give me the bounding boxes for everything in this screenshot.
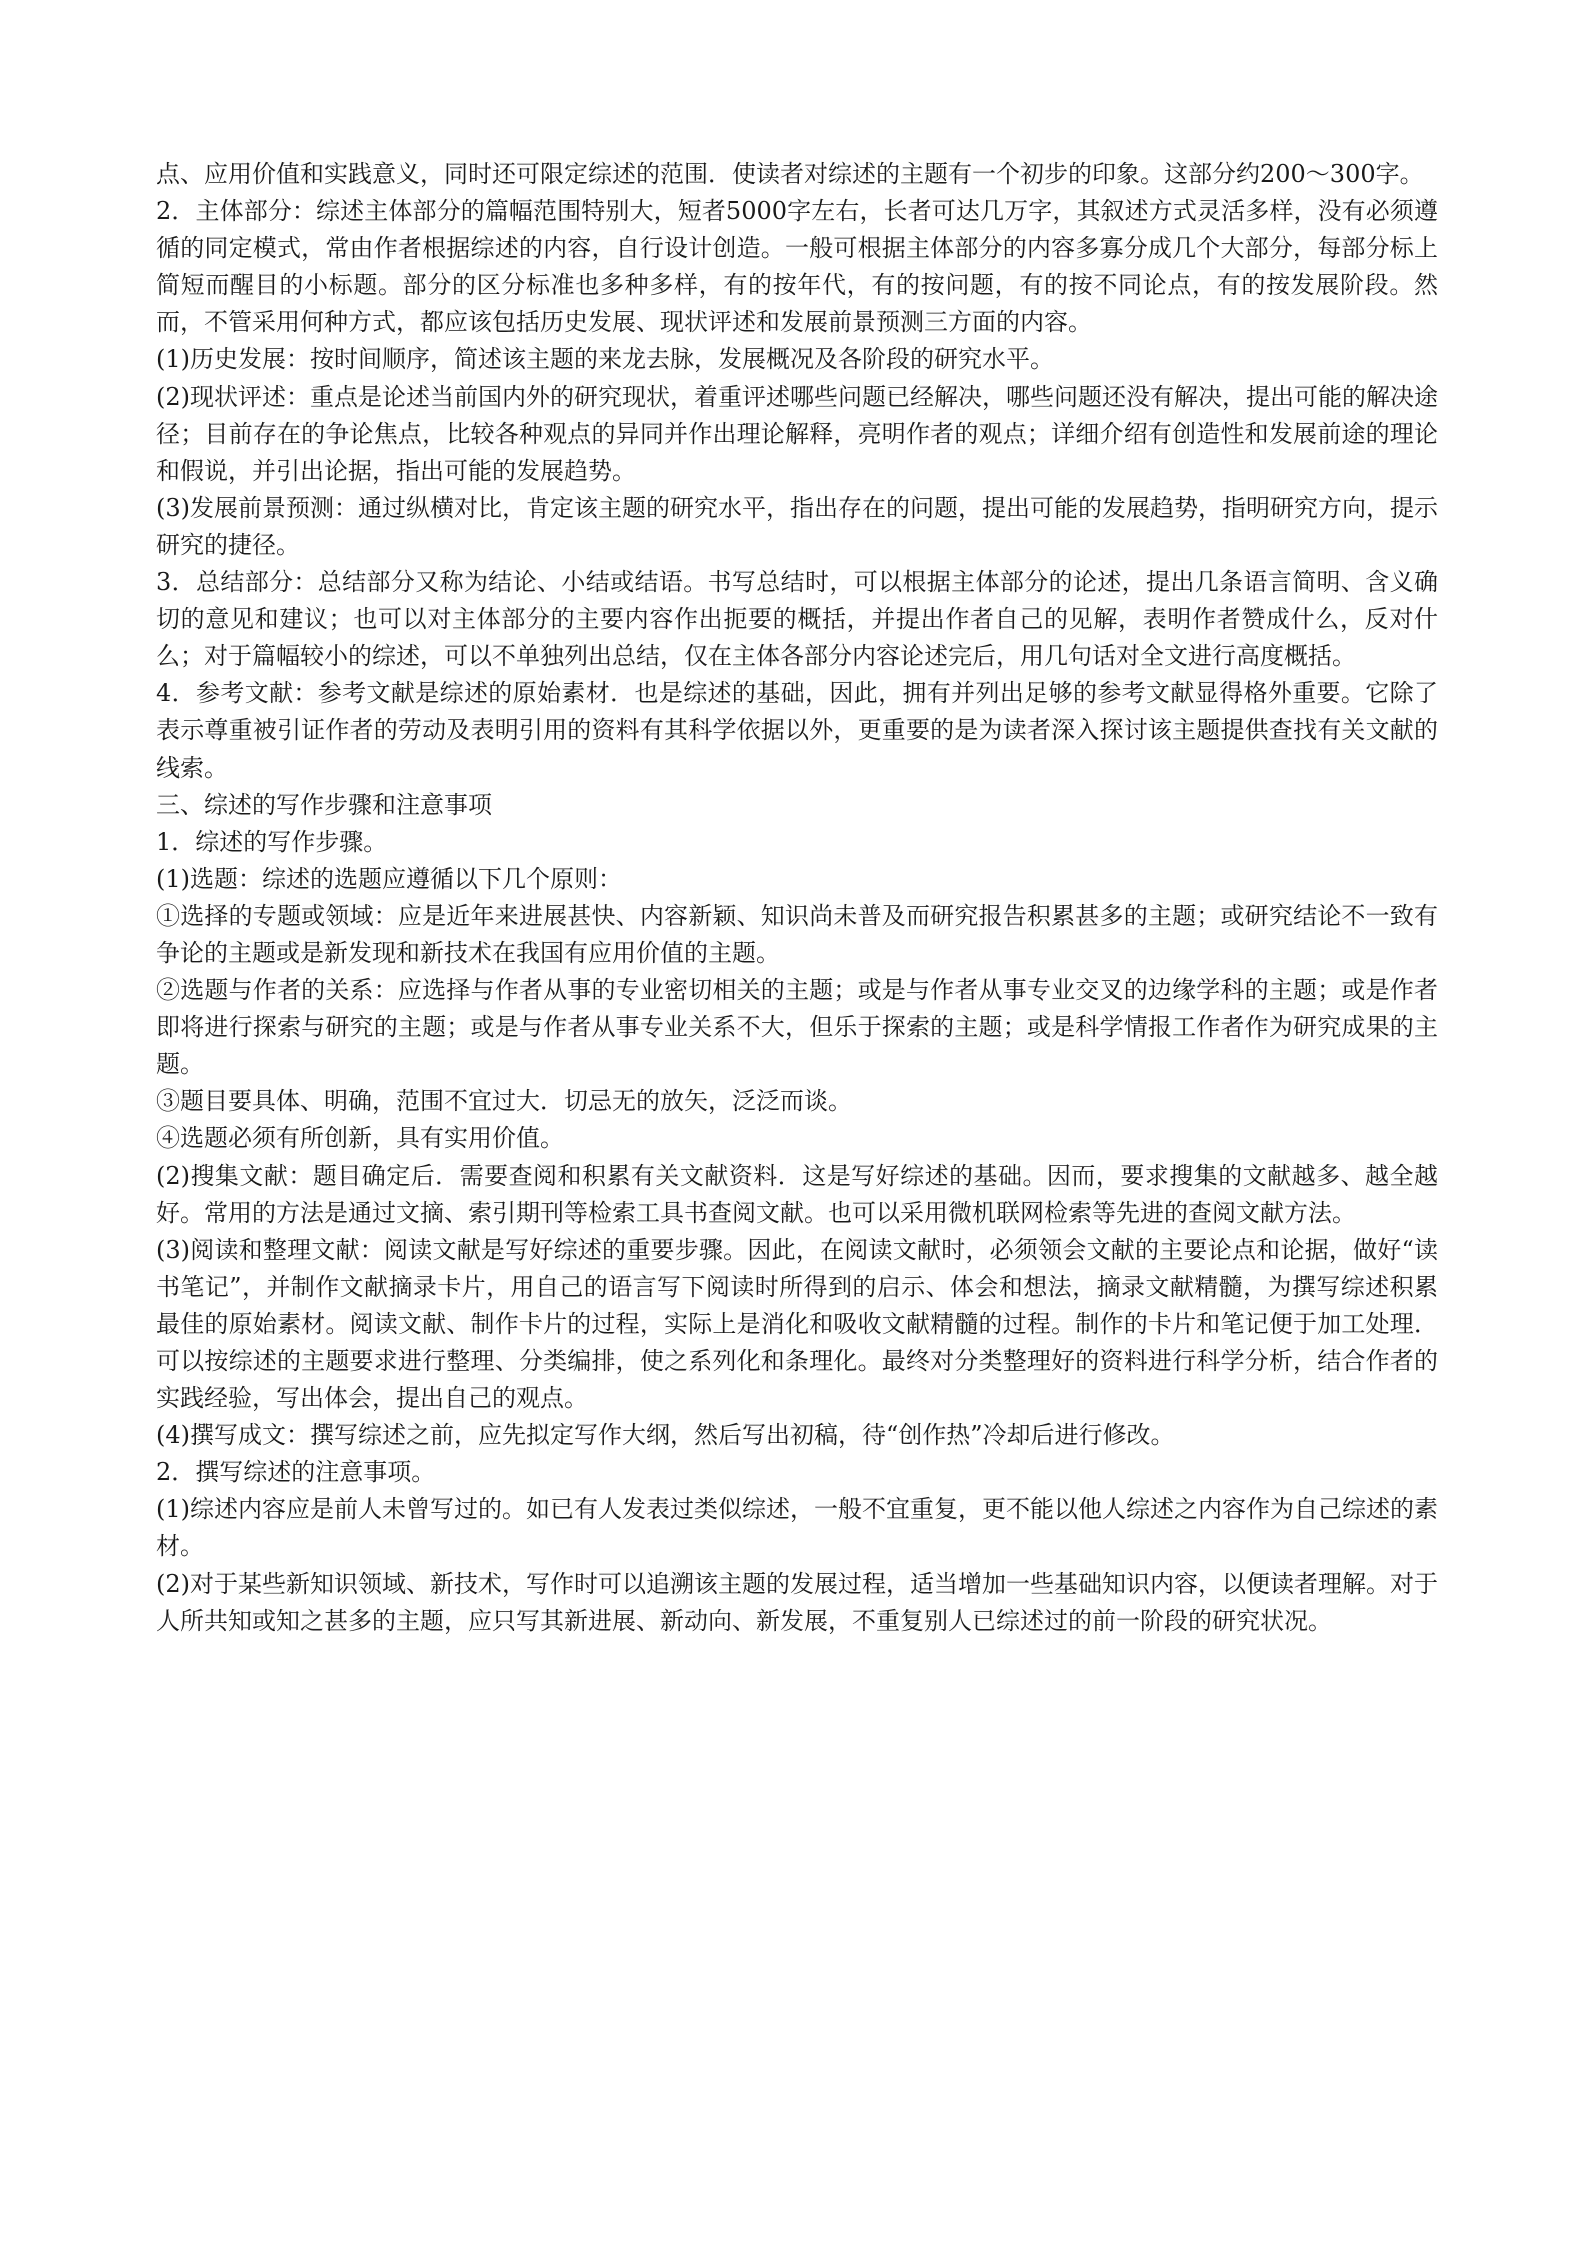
paragraph-topic-principle-4: ④选题必须有所创新，具有实用价值。 <box>156 1124 564 1153</box>
paragraph-current-status-review: (2)现状评述：重点是论述当前国内外的研究现状，着重评述哪些问题已经解决，哪些问题还没有解决，提出可能的解决途径；目前存在的争论焦点，比较各种观点的异同并作出理论解释，亮明作者的观点；详细介绍有创造性和发展前途的理论和假说，并引出论据，指出可能的发展趋势。 <box>156 382 1438 485</box>
section-heading-writing-steps: 三、综述的写作步骤和注意事项 <box>156 790 492 819</box>
paragraph-topic-principle-2: ②选题与作者的关系：应选择与作者从事的专业密切相关的主题；或是与作者从事专业交叉的边缘学科的主题；或是作者即将进行探索与研究的主题；或是与作者从事专业关系不大，但乐于探索的主题；或是科学情报工作者作为研究成果的主题。 <box>156 976 1438 1079</box>
paragraph-future-prospects: (3)发展前景预测：通过纵横对比，肯定该主题的研究水平，指出存在的问题，提出可能的发展趋势，指明研究方向，提示研究的捷径。 <box>156 493 1438 559</box>
paragraph-writing-draft: (4)撰写成文：撰写综述之前，应先拟定写作大纲，然后写出初稿，待“创作热”冷却后进行修改。 <box>156 1421 1175 1450</box>
paragraph-note-originality: (1)综述内容应是前人未曾写过的。如已有人发表过类似综述，一般不宜重复，更不能以他人综述之内容作为自己综述的素材。 <box>156 1495 1438 1561</box>
subheading-writing-steps: 1．综述的写作步骤。 <box>156 827 388 856</box>
paragraph-reading-organizing: (3)阅读和整理文献：阅读文献是写好综述的重要步骤。因此，在阅读文献时，必须领会文献的主要论点和论据，做好“读书笔记”，并制作文献摘录卡片，用自己的语言写下阅读时所得到的启示、体会和想法，摘录文献精髓，为撰写综述积累最佳的原始素材。阅读文献、制作卡片的过程，实际上是消化和吸收文献精髓的过程。制作的卡片和笔记便于加工处理．可以按综述的主题要求进行整理、分类编排，使之系列化和条理化。最终对分类整理好的资料进行科学分析，结合作者的实践经验，写出体会，提出自己的观点。 <box>156 1235 1438 1413</box>
document-body <box>156 156 1438 1640</box>
paragraph-history-development: (1)历史发展：按时间顺序，简述该主题的来龙去脉，发展概况及各阶段的研究水平。 <box>156 345 1054 374</box>
paragraph-summary-section: 3．总结部分：总结部分又称为结论、小结或结语。书写总结时，可以根据主体部分的论述，提出几条语言简明、含义确切的意见和建议；也可以对主体部分的主要内容作出扼要的概括，并提出作者自己的见解，表明作者赞成什么，反对什么；对于篇幅较小的综述，可以不单独列出总结，仅在主体各部分内容论述完后，用几句话对全文进行高度概括。 <box>156 568 1438 671</box>
paragraph-references-section: 4．参考文献：参考文献是综述的原始素材．也是综述的基础，因此，拥有并列出足够的参考文献显得格外重要。它除了表示尊重被引证作者的劳动及表明引用的资料有其科学依据以外，更重要的是为读者深入探讨该主题提供查找有关文献的线索。 <box>156 679 1438 782</box>
subheading-writing-notes: 2．撰写综述的注意事项。 <box>156 1458 436 1487</box>
paragraph-note-new-fields: (2)对于某些新知识领域、新技术，写作时可以追溯该主题的发展过程，适当增加一些基础知识内容，以便读者理解。对于人所共知或知之甚多的主题，应只写其新进展、新动向、新发展，不重复别人已综述过的前一阶段的研究状况。 <box>156 1569 1438 1635</box>
paragraph-topic-principle-1: ①选择的专题或领域：应是近年来进展甚快、内容新颖、知识尚未普及而研究报告积累甚多的主题；或研究结论不一致有争论的主题或是新发现和新技术在我国有应用价值的主题。 <box>156 901 1438 967</box>
paragraph-main-body-section: 2．主体部分：综述主体部分的篇幅范围特别大，短者5000字左右，长者可达几万字，其叙述方式灵活多样，没有必须遵循的同定模式，常由作者根据综述的内容，自行设计创造。一般可根据主体部分的内容多寡分成几个大部分，每部分标上简短而醒目的小标题。部分的区分标准也多种多样，有的按年代，有的按问题，有的按不同论点，有的按发展阶段。然而，不管采用何种方式，都应该包括历史发展、现状评述和发展前景预测三方面的内容。 <box>156 197 1438 337</box>
paragraph-topic-selection: (1)选题：综述的选题应遵循以下几个原则： <box>156 864 622 893</box>
paragraph-intro-continuation: 点、应用价值和实践意义，同时还可限定综述的范围．使读者对综述的主题有一个初步的印象。这部分约200～300字。 <box>156 160 1424 188</box>
paragraph-topic-principle-3: ③题目要具体、明确，范围不宜过大．切忌无的放矢，泛泛而谈。 <box>156 1087 852 1116</box>
paragraph-literature-collection: (2)搜集文献：题目确定后．需要查阅和积累有关文献资料．这是写好综述的基础。因而，要求搜集的文献越多、越全越好。常用的方法是通过文摘、索引期刊等检索工具书查阅文献。也可以采用微机联网检索等先进的查阅文献方法。 <box>156 1161 1438 1227</box>
